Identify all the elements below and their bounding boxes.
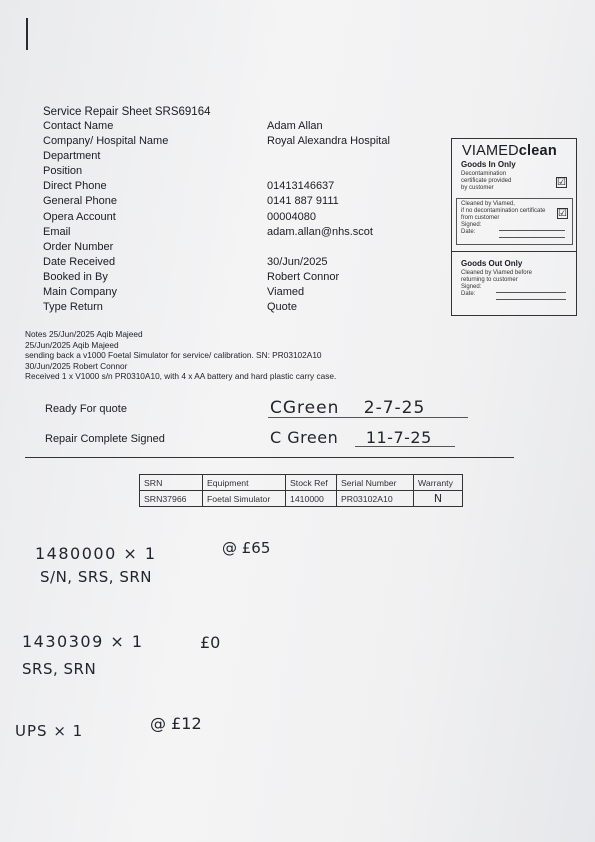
- out-line: Cleaned by Viamed before: [461, 270, 532, 276]
- date-label: Date:: [461, 229, 476, 235]
- decon-line: certificate provided: [461, 178, 512, 184]
- column-header: Warranty: [414, 475, 463, 491]
- pen-mark: [26, 18, 28, 50]
- table-cell: SRN37966: [140, 491, 203, 507]
- field-label: Company/ Hospital Name: [43, 135, 169, 148]
- field-label: Opera Account: [43, 210, 116, 223]
- signed-line: [499, 230, 565, 231]
- ready-signature-date: 2-7-25: [363, 398, 426, 418]
- section-divider: [25, 457, 514, 458]
- column-header: Equipment: [203, 475, 286, 491]
- table-row: [140, 491, 463, 507]
- column-header: SRN: [140, 475, 203, 491]
- field-value: Royal Alexandra Hospital: [267, 135, 390, 148]
- equipment-table: [139, 474, 463, 507]
- out-line: returning to customer: [461, 277, 518, 283]
- cleaned-by-viamed-panel: [456, 198, 573, 245]
- note-line: 25/Jun/2025 Aqib Majeed: [25, 339, 119, 350]
- field-value: 00004080: [267, 210, 316, 223]
- signed-label: Signed:: [461, 222, 482, 228]
- field-value: Robert Connor: [267, 270, 340, 283]
- table-cell: PR03102A10: [337, 491, 414, 507]
- repair-complete-label: Repair Complete Signed: [45, 433, 165, 445]
- field-value: Adam Allan: [267, 120, 323, 132]
- field-label: Order Number: [43, 240, 114, 253]
- table-header-row: [140, 475, 463, 491]
- field-label: Contact Name: [43, 120, 114, 132]
- cleaned-checkbox[interactable]: ☑: [558, 208, 567, 219]
- repair-signature-name: C Green: [270, 428, 339, 447]
- decon-checkbox[interactable]: ☑: [557, 177, 566, 188]
- brand-prefix: VIAMED: [462, 143, 519, 159]
- viamed-clean-box: [451, 138, 577, 316]
- decon-text: [461, 171, 511, 192]
- field-label: Email: [43, 225, 71, 238]
- column-header: Stock Ref: [286, 475, 337, 491]
- table-cell: Foetal Simulator: [203, 491, 286, 507]
- goods-out-text: [461, 270, 532, 298]
- field-label: Direct Phone: [43, 180, 107, 193]
- note-line: 30/Jun/2025 Robert Connor: [25, 360, 128, 371]
- handwritten-line: 1480000 × 1: [35, 544, 157, 563]
- goods-in-title: Goods In Only: [461, 160, 516, 169]
- handwritten-line: 1430309 × 1: [22, 632, 144, 651]
- table-cell: 1410000: [286, 491, 337, 507]
- viamed-clean-logo: [462, 143, 557, 159]
- field-value: 01413146637: [267, 180, 335, 193]
- field-value: 0141 887 9111: [267, 195, 339, 208]
- date-line: [499, 237, 565, 238]
- ready-signature-name: CGreen: [270, 398, 340, 418]
- handwritten-price: @ £12: [150, 714, 202, 733]
- box-divider: [452, 251, 576, 252]
- out-signed-line: [496, 292, 566, 293]
- cleaned-line: from customer: [461, 215, 500, 221]
- brand-suffix: clean: [518, 143, 557, 159]
- handwritten-line: SRS, SRN: [22, 660, 97, 678]
- field-label: Date Received: [43, 255, 116, 268]
- field-label: Main Company: [43, 286, 117, 299]
- field-label: Position: [43, 165, 83, 178]
- repair-date-line: [355, 446, 455, 447]
- column-header: Serial Number: [337, 475, 414, 491]
- field-value: adam.allan@nhs.scot: [267, 225, 373, 238]
- notes-section: [25, 329, 336, 382]
- handwritten-line: UPS × 1: [15, 722, 84, 740]
- cleaned-line: if no decontamination certificate: [461, 208, 546, 214]
- field-label: General Phone: [43, 195, 117, 208]
- table-cell: N: [414, 491, 463, 507]
- note-line: Received 1 x V1000 s/n PR0310A10, with 4 x AA battery and hard plastic carry case.: [25, 371, 337, 382]
- out-date-label: Date:: [461, 291, 476, 297]
- field-value: 30/Jun/2025: [267, 255, 328, 268]
- handwritten-price: @ £65: [222, 539, 271, 557]
- note-line: Notes 25/Jun/2025 Aqib Majeed: [25, 329, 143, 339]
- out-date-line: [496, 299, 566, 300]
- repair-signature: [270, 428, 432, 447]
- ready-for-quote-label: Ready For quote: [45, 403, 127, 415]
- out-signed-label: Signed:: [461, 284, 482, 290]
- field-value: Viamed: [267, 286, 305, 299]
- field-label: Booked in By: [43, 270, 108, 283]
- ready-signature: [270, 398, 425, 418]
- field-label: Department: [43, 150, 101, 163]
- sheet-title: Service Repair Sheet SRS69164: [43, 106, 211, 118]
- field-value: Quote: [267, 301, 297, 314]
- decon-line: Decontamination: [461, 171, 507, 177]
- field-label: Type Return: [43, 301, 103, 314]
- handwritten-line: S/N, SRS, SRN: [40, 568, 152, 586]
- cleaned-line: Cleaned by Viamed,: [461, 201, 515, 207]
- handwritten-price: £0: [200, 633, 221, 652]
- goods-out-title: Goods Out Only: [461, 259, 523, 268]
- ready-signature-line: [268, 417, 468, 418]
- decon-line: by customer: [461, 185, 494, 191]
- note-line: sending back a v1000 Foetal Simulator for service/ calibration. SN: PR03102A10: [25, 350, 322, 361]
- repair-signature-date: 11-7-25: [365, 428, 432, 447]
